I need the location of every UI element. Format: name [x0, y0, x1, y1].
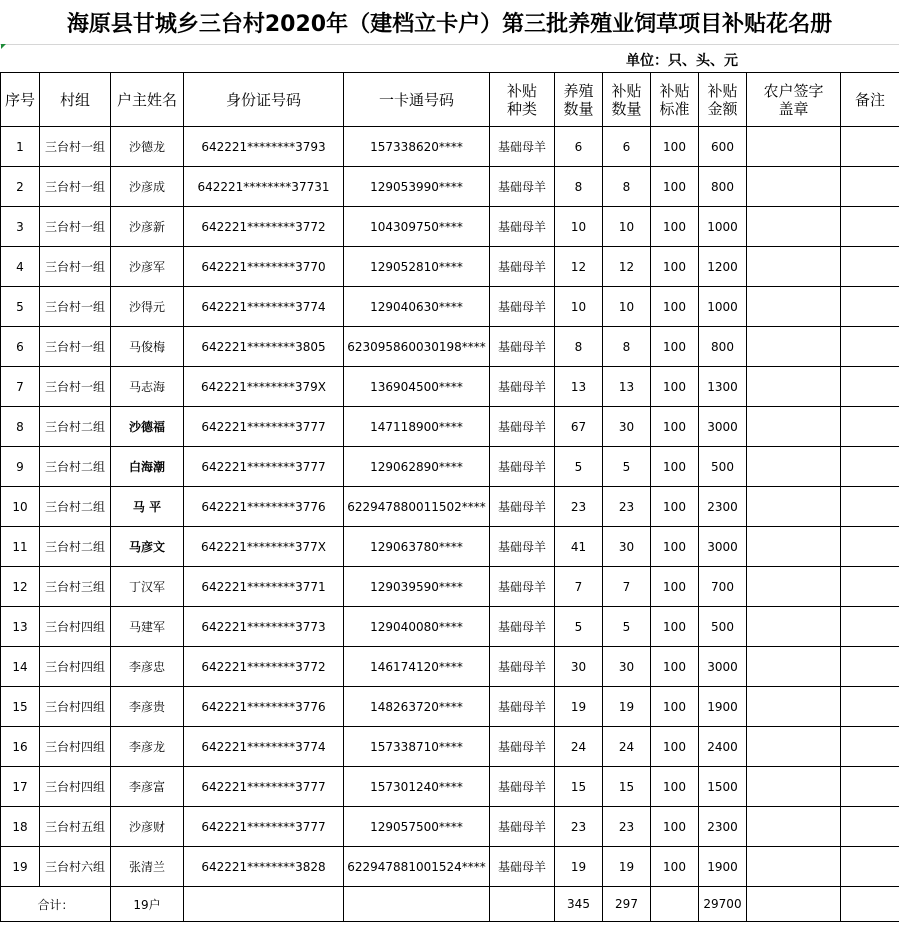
cell-seq: 17 — [1, 767, 40, 807]
cell-subsidy-amount: 3000 — [699, 407, 747, 447]
cell-subsidy-qty: 15 — [603, 767, 651, 807]
cell-subsidy-standard: 100 — [651, 807, 699, 847]
cell-group: 三台村一组 — [40, 367, 111, 407]
cell-card-number: 129040080**** — [344, 607, 490, 647]
cell-subsidy-standard: 100 — [651, 367, 699, 407]
cell-subsidy-amount: 800 — [699, 327, 747, 367]
table-row — [1, 287, 899, 327]
cell-subsidy-type: 基础母羊 — [490, 487, 555, 527]
table-row — [1, 647, 899, 687]
cell-group: 三台村二组 — [40, 527, 111, 567]
cell-subsidy-qty: 19 — [603, 847, 651, 887]
cell-seq: 13 — [1, 607, 40, 647]
header-subsidy-qty: 补贴 数量 — [603, 73, 651, 127]
cell-subsidy-type: 基础母羊 — [490, 127, 555, 167]
cell-name: 白海潮 — [111, 447, 184, 487]
cell-subsidy-type: 基础母羊 — [490, 767, 555, 807]
header-signature: 农户签字 盖章 — [747, 73, 841, 127]
cell-subsidy-qty: 5 — [603, 447, 651, 487]
cell-subsidy-standard: 100 — [651, 207, 699, 247]
cell-name: 沙彦军 — [111, 247, 184, 287]
cell-name: 马彦文 — [111, 527, 184, 567]
cell-subsidy-amount: 1900 — [699, 847, 747, 887]
cell-subsidy-amount: 3000 — [699, 527, 747, 567]
header-breeding-qty: 养殖 数量 — [555, 73, 603, 127]
cell-subsidy-amount: 500 — [699, 447, 747, 487]
cell-signature — [747, 247, 841, 287]
cell-seq: 2 — [1, 167, 40, 207]
cell-breeding-qty: 10 — [555, 287, 603, 327]
cell-name: 沙彦财 — [111, 807, 184, 847]
cell-seq: 7 — [1, 367, 40, 407]
cell-remarks — [841, 367, 899, 407]
cell-card-number: 157338710**** — [344, 727, 490, 767]
cell-seq: 6 — [1, 327, 40, 367]
cell-subsidy-standard: 100 — [651, 687, 699, 727]
cell-subsidy-standard: 100 — [651, 847, 699, 887]
table-row — [1, 807, 899, 847]
cell-breeding-qty: 24 — [555, 727, 603, 767]
cell-remarks — [841, 287, 899, 327]
cell-subsidy-standard: 100 — [651, 127, 699, 167]
cell-remarks — [841, 127, 899, 167]
cell-group: 三台村四组 — [40, 727, 111, 767]
cell-id-number: 642221********3774 — [184, 287, 344, 327]
cell-signature — [747, 367, 841, 407]
cell-id-number: 642221********3828 — [184, 847, 344, 887]
document-title: 海原县甘城乡三台村2020年（建档立卡户）第三批养殖业饲草项目补贴花名册 — [0, 0, 899, 45]
cell-card-number: 136904500**** — [344, 367, 490, 407]
cell-subsidy-type: 基础母羊 — [490, 607, 555, 647]
cell-name: 李彦富 — [111, 767, 184, 807]
cell-card-number: 129063780**** — [344, 527, 490, 567]
cell-subsidy-qty: 7 — [603, 567, 651, 607]
cell-breeding-qty: 8 — [555, 167, 603, 207]
cell-subsidy-amount: 500 — [699, 607, 747, 647]
cell-card-number: 129057500**** — [344, 807, 490, 847]
cell-subsidy-type: 基础母羊 — [490, 367, 555, 407]
cell-id-number: 642221********3774 — [184, 727, 344, 767]
total-remarks-blank — [841, 887, 899, 922]
cell-signature — [747, 767, 841, 807]
cell-card-number: 129053990**** — [344, 167, 490, 207]
cell-id-number: 642221********3776 — [184, 487, 344, 527]
cell-subsidy-type: 基础母羊 — [490, 567, 555, 607]
cell-group: 三台村一组 — [40, 167, 111, 207]
header-remarks: 备注 — [841, 73, 899, 127]
cell-name: 李彦忠 — [111, 647, 184, 687]
cell-card-number: 147118900**** — [344, 407, 490, 447]
header-id-number: 身份证号码 — [184, 73, 344, 127]
cell-subsidy-amount: 1500 — [699, 767, 747, 807]
table-row — [1, 567, 899, 607]
cell-signature — [747, 807, 841, 847]
cell-id-number: 642221********3805 — [184, 327, 344, 367]
total-breeding-qty: 345 — [555, 887, 603, 922]
table-row — [1, 687, 899, 727]
cell-remarks — [841, 327, 899, 367]
cell-subsidy-qty: 5 — [603, 607, 651, 647]
cell-subsidy-qty: 19 — [603, 687, 651, 727]
cell-seq: 16 — [1, 727, 40, 767]
cell-remarks — [841, 207, 899, 247]
cell-breeding-qty: 13 — [555, 367, 603, 407]
cell-id-number: 642221********3772 — [184, 207, 344, 247]
cell-subsidy-amount: 1300 — [699, 367, 747, 407]
cell-id-number: 642221********3776 — [184, 687, 344, 727]
cell-signature — [747, 727, 841, 767]
cell-name: 马建军 — [111, 607, 184, 647]
cell-breeding-qty: 23 — [555, 487, 603, 527]
cell-seq: 18 — [1, 807, 40, 847]
cell-subsidy-standard: 100 — [651, 447, 699, 487]
cell-card-number: 146174120**** — [344, 647, 490, 687]
cell-name: 李彦龙 — [111, 727, 184, 767]
cell-subsidy-amount: 3000 — [699, 647, 747, 687]
cell-signature — [747, 847, 841, 887]
cell-subsidy-amount: 1900 — [699, 687, 747, 727]
cell-signature — [747, 447, 841, 487]
header-subsidy-standard: 补贴 标准 — [651, 73, 699, 127]
cell-subsidy-type: 基础母羊 — [490, 327, 555, 367]
cell-breeding-qty: 8 — [555, 327, 603, 367]
cell-remarks — [841, 407, 899, 447]
cell-id-number: 642221********3773 — [184, 607, 344, 647]
cell-subsidy-standard: 100 — [651, 327, 699, 367]
cell-remarks — [841, 487, 899, 527]
cell-id-number: 642221********377X — [184, 527, 344, 567]
cell-card-number: 622947880011502**** — [344, 487, 490, 527]
cell-breeding-qty: 7 — [555, 567, 603, 607]
cell-seq: 12 — [1, 567, 40, 607]
cell-group: 三台村一组 — [40, 207, 111, 247]
cell-subsidy-amount: 600 — [699, 127, 747, 167]
header-subsidy-amount: 补贴 金额 — [699, 73, 747, 127]
cell-subsidy-amount: 2300 — [699, 487, 747, 527]
cell-breeding-qty: 19 — [555, 847, 603, 887]
cell-signature — [747, 647, 841, 687]
cell-subsidy-type: 基础母羊 — [490, 527, 555, 567]
cell-subsidy-standard: 100 — [651, 247, 699, 287]
cell-subsidy-amount: 1000 — [699, 287, 747, 327]
unit-label: 单位：只、头、元 — [626, 53, 738, 69]
cell-signature — [747, 207, 841, 247]
cell-subsidy-qty: 6 — [603, 127, 651, 167]
table-row — [1, 727, 899, 767]
cell-signature — [747, 687, 841, 727]
cell-signature — [747, 287, 841, 327]
cell-group: 三台村一组 — [40, 327, 111, 367]
cell-id-number: 642221********3793 — [184, 127, 344, 167]
cell-subsidy-standard: 100 — [651, 767, 699, 807]
cell-group: 三台村一组 — [40, 247, 111, 287]
cell-subsidy-qty: 24 — [603, 727, 651, 767]
cell-card-number: 129052810**** — [344, 247, 490, 287]
cell-breeding-qty: 30 — [555, 647, 603, 687]
cell-breeding-qty: 6 — [555, 127, 603, 167]
cell-subsidy-standard: 100 — [651, 727, 699, 767]
cell-subsidy-standard: 100 — [651, 167, 699, 207]
table-row — [1, 367, 899, 407]
cell-subsidy-amount: 1000 — [699, 207, 747, 247]
cell-name: 沙德龙 — [111, 127, 184, 167]
table-row — [1, 847, 899, 887]
cell-seq: 8 — [1, 407, 40, 447]
cell-id-number: 642221********3777 — [184, 447, 344, 487]
cell-group: 三台村四组 — [40, 607, 111, 647]
cell-name: 马志海 — [111, 367, 184, 407]
cell-subsidy-qty: 23 — [603, 487, 651, 527]
cell-breeding-qty: 15 — [555, 767, 603, 807]
cell-remarks — [841, 527, 899, 567]
cell-group: 三台村二组 — [40, 487, 111, 527]
cell-seq: 4 — [1, 247, 40, 287]
cell-card-number: 157338620**** — [344, 127, 490, 167]
cell-seq: 5 — [1, 287, 40, 327]
table-row — [1, 447, 899, 487]
cell-name: 沙彦新 — [111, 207, 184, 247]
table-row — [1, 167, 899, 207]
cell-subsidy-qty: 30 — [603, 407, 651, 447]
cell-signature — [747, 167, 841, 207]
cell-id-number: 642221********379X — [184, 367, 344, 407]
cell-subsidy-type: 基础母羊 — [490, 167, 555, 207]
cell-subsidy-standard: 100 — [651, 487, 699, 527]
cell-remarks — [841, 767, 899, 807]
cell-signature — [747, 607, 841, 647]
cell-name: 丁汉军 — [111, 567, 184, 607]
cell-card-number: 622947881001524**** — [344, 847, 490, 887]
total-subsidy-amount: 29700 — [699, 887, 747, 922]
cell-group: 三台村一组 — [40, 287, 111, 327]
cell-subsidy-standard: 100 — [651, 567, 699, 607]
cell-breeding-qty: 10 — [555, 207, 603, 247]
cell-signature — [747, 407, 841, 447]
cell-subsidy-amount: 700 — [699, 567, 747, 607]
cell-name: 沙彦成 — [111, 167, 184, 207]
table-row — [1, 407, 899, 447]
table-row — [1, 207, 899, 247]
cell-seq: 3 — [1, 207, 40, 247]
unit-row — [0, 44, 899, 72]
cell-subsidy-type: 基础母羊 — [490, 847, 555, 887]
cell-subsidy-amount: 1200 — [699, 247, 747, 287]
cell-card-number: 104309750**** — [344, 207, 490, 247]
cell-card-number: 129040630**** — [344, 287, 490, 327]
total-row — [1, 887, 899, 922]
cell-subsidy-type: 基础母羊 — [490, 247, 555, 287]
cell-seq: 9 — [1, 447, 40, 487]
cell-subsidy-type: 基础母羊 — [490, 207, 555, 247]
cell-subsidy-qty: 8 — [603, 167, 651, 207]
cell-seq: 15 — [1, 687, 40, 727]
total-card-blank — [344, 887, 490, 922]
cell-breeding-qty: 67 — [555, 407, 603, 447]
cell-seq: 11 — [1, 527, 40, 567]
cell-subsidy-standard: 100 — [651, 607, 699, 647]
header-name: 户主姓名 — [111, 73, 184, 127]
cell-breeding-qty: 23 — [555, 807, 603, 847]
cell-id-number: 642221********37731 — [184, 167, 344, 207]
cell-signature — [747, 127, 841, 167]
total-subsidy-qty: 297 — [603, 887, 651, 922]
cell-signature — [747, 327, 841, 367]
total-signature-blank — [747, 887, 841, 922]
cell-remarks — [841, 167, 899, 207]
cell-id-number: 642221********3777 — [184, 807, 344, 847]
cell-id-number: 642221********3771 — [184, 567, 344, 607]
cell-group: 三台村四组 — [40, 767, 111, 807]
cell-name: 马俊梅 — [111, 327, 184, 367]
cell-subsidy-qty: 12 — [603, 247, 651, 287]
cell-subsidy-type: 基础母羊 — [490, 687, 555, 727]
cell-subsidy-amount: 800 — [699, 167, 747, 207]
table-row — [1, 327, 899, 367]
total-label: 合计： — [1, 887, 111, 922]
cell-breeding-qty: 41 — [555, 527, 603, 567]
table-header-row — [1, 73, 899, 127]
cell-remarks — [841, 447, 899, 487]
table-row — [1, 247, 899, 287]
cell-remarks — [841, 727, 899, 767]
cell-card-number: 157301240**** — [344, 767, 490, 807]
cell-group: 三台村四组 — [40, 647, 111, 687]
cell-subsidy-qty: 13 — [603, 367, 651, 407]
cell-subsidy-qty: 23 — [603, 807, 651, 847]
cell-subsidy-amount: 2300 — [699, 807, 747, 847]
header-group: 村组 — [40, 73, 111, 127]
cell-subsidy-type: 基础母羊 — [490, 647, 555, 687]
header-subsidy-type: 补贴 种类 — [490, 73, 555, 127]
cell-remarks — [841, 567, 899, 607]
header-seq: 序号 — [1, 73, 40, 127]
table-row — [1, 127, 899, 167]
cell-signature — [747, 527, 841, 567]
cell-remarks — [841, 687, 899, 727]
cell-group: 三台村四组 — [40, 687, 111, 727]
cell-card-number: 148263720**** — [344, 687, 490, 727]
cell-subsidy-type: 基础母羊 — [490, 727, 555, 767]
cell-subsidy-qty: 30 — [603, 647, 651, 687]
cell-subsidy-standard: 100 — [651, 287, 699, 327]
cell-id-number: 642221********3772 — [184, 647, 344, 687]
cell-group: 三台村六组 — [40, 847, 111, 887]
cell-id-number: 642221********3777 — [184, 767, 344, 807]
cell-subsidy-standard: 100 — [651, 647, 699, 687]
cell-group: 三台村五组 — [40, 807, 111, 847]
cell-seq: 14 — [1, 647, 40, 687]
cell-subsidy-amount: 2400 — [699, 727, 747, 767]
cell-remarks — [841, 647, 899, 687]
table-row — [1, 767, 899, 807]
cell-group: 三台村一组 — [40, 127, 111, 167]
subsidy-roster-table — [0, 72, 899, 922]
cell-card-number: 129039590**** — [344, 567, 490, 607]
cell-seq: 10 — [1, 487, 40, 527]
table-row — [1, 487, 899, 527]
cell-group: 三台村三组 — [40, 567, 111, 607]
cell-subsidy-qty: 10 — [603, 207, 651, 247]
total-id-blank — [184, 887, 344, 922]
total-households: 19户 — [111, 887, 184, 922]
cell-id-number: 642221********3777 — [184, 407, 344, 447]
cell-card-number: 129062890**** — [344, 447, 490, 487]
cell-remarks — [841, 247, 899, 287]
cell-breeding-qty: 5 — [555, 447, 603, 487]
cell-subsidy-type: 基础母羊 — [490, 447, 555, 487]
cell-name: 李彦贵 — [111, 687, 184, 727]
cell-seq: 1 — [1, 127, 40, 167]
cell-remarks — [841, 607, 899, 647]
cell-breeding-qty: 19 — [555, 687, 603, 727]
cell-signature — [747, 567, 841, 607]
cell-seq: 19 — [1, 847, 40, 887]
cell-remarks — [841, 807, 899, 847]
header-card-number: 一卡通号码 — [344, 73, 490, 127]
cell-group: 三台村二组 — [40, 407, 111, 447]
cell-subsidy-type: 基础母羊 — [490, 807, 555, 847]
cell-name: 马 平 — [111, 487, 184, 527]
cell-subsidy-qty: 30 — [603, 527, 651, 567]
cell-subsidy-type: 基础母羊 — [490, 407, 555, 447]
cell-group: 三台村二组 — [40, 447, 111, 487]
cell-breeding-qty: 12 — [555, 247, 603, 287]
table-row — [1, 527, 899, 567]
cell-name: 张清兰 — [111, 847, 184, 887]
cell-subsidy-standard: 100 — [651, 527, 699, 567]
cell-signature — [747, 487, 841, 527]
cell-subsidy-type: 基础母羊 — [490, 287, 555, 327]
total-standard-blank — [651, 887, 699, 922]
cell-remarks — [841, 847, 899, 887]
cell-name: 沙得元 — [111, 287, 184, 327]
cell-id-number: 642221********3770 — [184, 247, 344, 287]
cell-subsidy-qty: 8 — [603, 327, 651, 367]
cell-card-number: 623095860030198**** — [344, 327, 490, 367]
cell-subsidy-standard: 100 — [651, 407, 699, 447]
total-type-blank — [490, 887, 555, 922]
table-row — [1, 607, 899, 647]
cell-name: 沙德福 — [111, 407, 184, 447]
cell-subsidy-qty: 10 — [603, 287, 651, 327]
cell-breeding-qty: 5 — [555, 607, 603, 647]
